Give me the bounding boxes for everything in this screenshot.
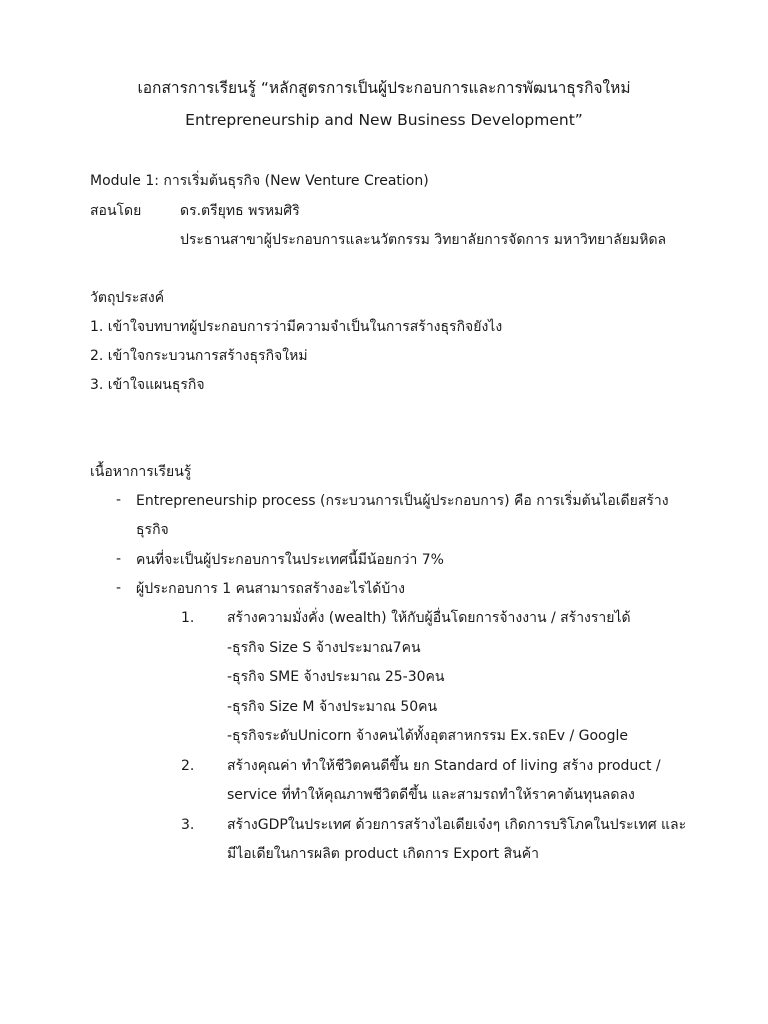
document-title-line-2: Entrepreneurship and New Business Development”: [185, 111, 583, 129]
numbered-item-number: 3.: [181, 817, 195, 833]
instructor-name: ดร.ตรียุทธ พรหมศิริ: [180, 203, 300, 219]
bullet-dash: -: [116, 580, 122, 596]
objective-item: 3. เข้าใจแผนธุรกิจ: [90, 377, 205, 393]
numbered-item-line: สร้างGDPในประเทศ ด้วยการสร้างไอเดียเจ๋งๆ เกิดการบริโภคในประเทศ และ: [227, 817, 687, 833]
numbered-item-line: -ธุรกิจระดับUnicorn จ้างคนได้ทั้งอุตสาหกรรม Ex.รถEv / Google: [227, 728, 628, 744]
numbered-item-line: -ธุรกิจ Size S จ้างประมาณ7คน: [227, 640, 421, 656]
instructor-label: สอนโดย: [90, 203, 142, 219]
objective-item: 1. เข้าใจบทบาทผู้ประกอบการว่ามีความจำเป็นในการสร้างธุรกิจยังไง: [90, 319, 503, 335]
content-heading: เนื้อหาการเรียนรู้: [90, 464, 192, 480]
document-title-line-1: เอกสารการเรียนรู้ “หลักสูตรการเป็นผู้ประกอบการและการพัฒนาธุรกิจใหม่: [137, 79, 631, 97]
numbered-item-number: 1.: [181, 610, 195, 626]
bullet-item-line: ผู้ประกอบการ 1 คนสามารถสร้างอะไรได้บ้าง: [136, 581, 405, 597]
numbered-item-line: -ธุรกิจ SME จ้างประมาณ 25-30คน: [227, 669, 445, 685]
numbered-item-line: สร้างคุณค่า ทำให้ชีวิตคนดีขึ้น ยก Standard of living สร้าง product /: [227, 758, 661, 774]
numbered-item-line: สร้างความมั่งคั่ง (wealth) ให้กับผู้อื่นโดยการจ้างงาน / สร้างรายได้: [227, 610, 631, 626]
bullet-dash: -: [116, 492, 122, 508]
numbered-item-line: -ธุรกิจ Size M จ้างประมาณ 50คน: [227, 699, 438, 715]
objectives-heading: วัตถุประสงค์: [90, 290, 165, 306]
bullet-dash: -: [116, 551, 122, 567]
bullet-item-line: คนที่จะเป็นผู้ประกอบการในประเทศนี้มีน้อยกว่า 7%: [136, 552, 444, 568]
bullet-item-line: Entrepreneurship process (กระบวนการเป็นผู้ประกอบการ) คือ การเริ่มต้นไอเดียสร้าง: [136, 493, 669, 509]
bullet-item-line: ธุรกิจ: [136, 522, 169, 538]
objective-item: 2. เข้าใจกระบวนการสร้างธุรกิจใหม่: [90, 348, 308, 364]
instructor-position: ประธานสาขาผู้ประกอบการและนวัตกรรม วิทยาลัยการจัดการ มหาวิทยาลัยมหิดล: [180, 232, 667, 248]
module-heading: Module 1: การเริ่มต้นธุรกิจ (New Venture Creation): [90, 173, 429, 189]
numbered-item-line: service ที่ทำให้คุณภาพชีวิตดีขึ้น และสามรถทำให้ราคาต้นทุนลดลง: [227, 787, 635, 803]
numbered-item-line: มีไอเดียในการผลิต product เกิดการ Export สินค้า: [227, 846, 539, 862]
numbered-item-number: 2.: [181, 758, 195, 774]
